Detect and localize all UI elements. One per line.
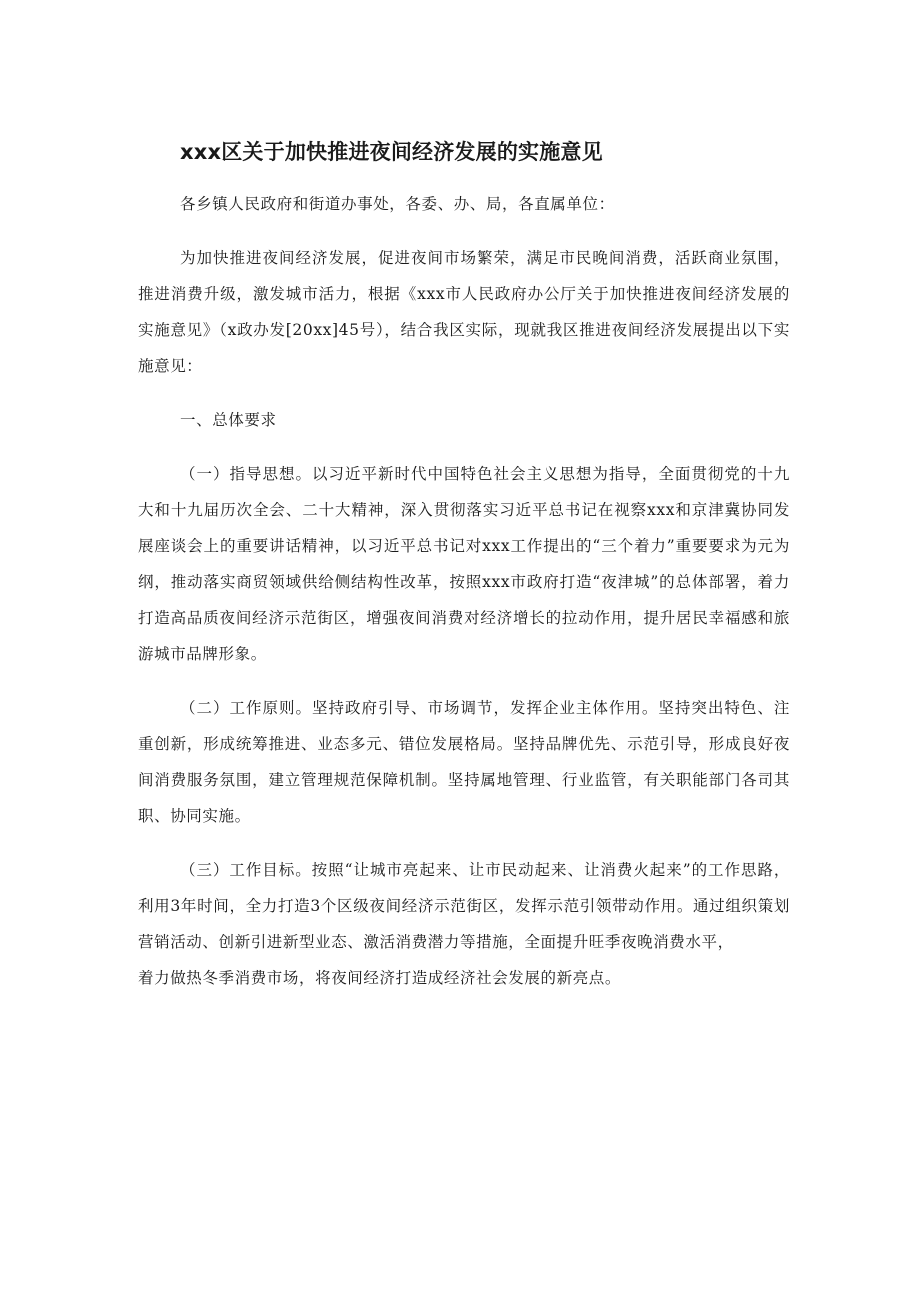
work-goals-paragraph: （三）工作目标。按照“让城市亮起来、让市民动起来、让消费火起来”的工作思路，利用3年时间，全力打造3个区级夜间经济示范街区，发挥示范引领带动作用。通过组织策划营销活动、创新引进新型业态、激活消费潜力等措施，全面提升旺季夜晚消费水平，	[138, 861, 790, 951]
guiding-thought-paragraph: （一）指导思想。以习近平新时代中国特色社会主义思想为指导，全面贯彻党的十九大和十九届历次全会、二十大精神，深入贯彻落实习近平总书记在视察xxx和京津冀协同发展座谈会上的重要讲话精神，以习近平总书记对xxx工作提出的“三个着力”重要要求为元为纲，推动落实商贸领域供给侧结构性改革，按照xxx市政府打造“夜津城”的总体部署，着力打造高品质夜间经济示范街区，增强夜间消费对经济增长的拉动作用，提升居民幸福感和旅游城市品牌形象。	[138, 465, 790, 663]
work-principles-paragraph: （二）工作原则。坚持政府引导、市场调节，发挥企业主体作用。坚持突出特色、注重创新，形成统筹推进、业态多元、错位发展格局。坚持品牌优先、示范引导，形成良好夜间消费服务氛围，建立管理规范保障机制。坚持属地管理、行业监管，有关职能部门各司其职、协同实施。	[138, 699, 790, 825]
salutation: 各乡镇人民政府和街道办事处，各委、办、局，各直属单位：	[180, 195, 615, 213]
document-body	[138, 186, 790, 996]
section-heading-general-requirements: 一、总体要求	[180, 411, 277, 429]
intro-paragraph: 为加快推进夜间经济发展，促进夜间市场繁荣，满足市民晚间消费，活跃商业氛围，推进消费升级，激发城市活力，根据《xxx市人民政府办公厅关于加快推进夜间经济发展的实施意见》（x政办发[20xx]45号），结合我区实际，现就我区推进夜间经济发展提出以下实施意见：	[138, 249, 790, 375]
document-title: xxx区关于加快推进夜间经济发展的实施意见	[180, 140, 603, 164]
closing-line: 着力做热冬季消费市场，将夜间经济打造成经济社会发展的新亮点。	[138, 969, 622, 987]
